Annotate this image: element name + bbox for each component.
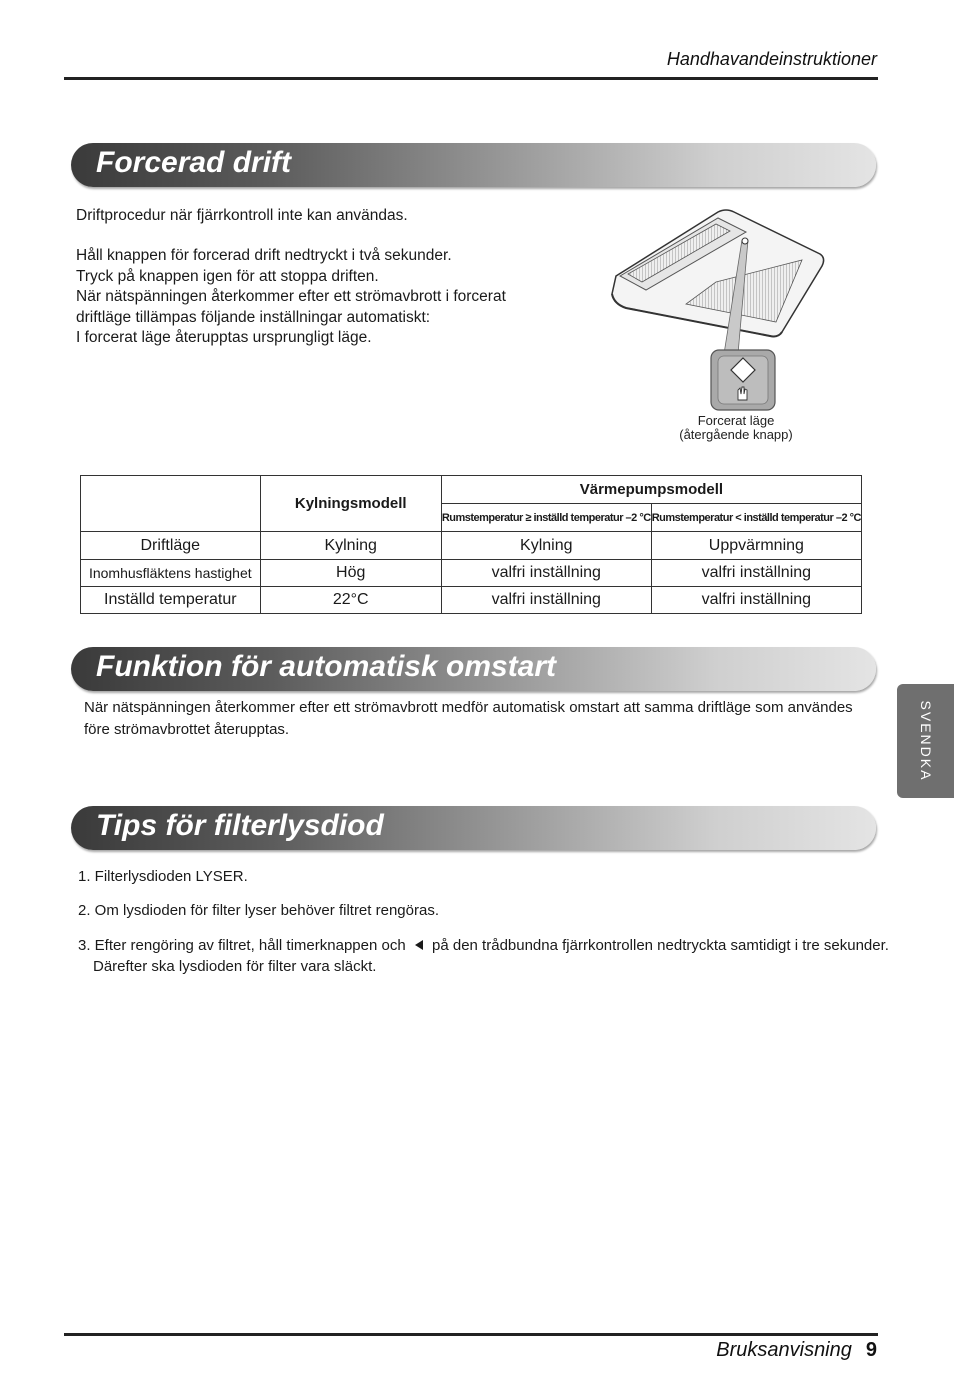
forced-intro [76, 206, 408, 227]
table-cell: valfri inställning [651, 587, 861, 614]
section-heading: Tips för filterlysdiod [96, 809, 384, 842]
language-tab-label: SVENDKA [917, 700, 934, 782]
table-header-heatpump: Värmepumpsmodell [441, 476, 861, 504]
row-label: Inställd temperatur [81, 587, 261, 614]
page-number: 9 [865, 1339, 877, 1361]
footer [716, 1339, 877, 1362]
instruction-line: Tryck på knappen igen för att stoppa driften. [76, 267, 379, 285]
table-cell: valfri inställning [651, 560, 861, 587]
step-text: 3. Efter rengöring av filtret, håll timerknappen och [78, 937, 406, 954]
table-cell: Uppvärmning [651, 532, 861, 560]
forced-settings-table [80, 475, 862, 614]
row-label: Driftläge [81, 532, 261, 560]
table-cell: valfri inställning [441, 560, 651, 587]
table-row [81, 587, 862, 614]
header-rule [64, 77, 878, 80]
step-text: 2. Om lysdioden för filter lyser behöver filtret rengöras. [78, 902, 439, 919]
footer-title: Bruksanvisning [716, 1339, 852, 1361]
table-cell: Kylning [441, 532, 651, 560]
step-text: 1. Filterlysdioden LYSER. [78, 868, 248, 885]
section-banner-filter-led [71, 806, 876, 850]
running-header: Handhavandeinstruktioner [666, 49, 877, 69]
step-text: på den trådbundna fjärrkontrollen nedtryckta samtidigt i tre sekunder. [432, 937, 889, 954]
filter-step-3 [78, 935, 889, 977]
restart-line: När nätspänningen återkommer efter ett strömavbrott medför automatisk omstart att samma driftläge som användes [84, 699, 853, 716]
left-arrow-icon [413, 939, 425, 951]
table-cell: 22°C [260, 587, 441, 614]
instruction-line: I forcerat läge återupptas ursprungligt läge. [76, 329, 372, 346]
footer-rule [64, 1333, 878, 1336]
table-subheader-lt: Rumstemperatur < inställd temperatur –2 °C [651, 504, 861, 532]
table-cell: Kylning [260, 532, 441, 560]
forced-instructions [76, 246, 506, 349]
table-subheader-ge: Rumstemperatur ≥ inställd temperatur –2 °C [441, 504, 651, 532]
instruction-line: När nätspänningen återkommer efter ett strömavbrott i forcerat [76, 288, 506, 305]
table-cell: Hög [260, 560, 441, 587]
section-heading: Forcerad drift [96, 146, 292, 179]
table-corner-cell [81, 476, 261, 532]
table-header-cooling: Kylningsmodell [260, 476, 441, 532]
table-row [81, 560, 862, 587]
filter-step-2 [78, 900, 439, 921]
filter-step-1 [78, 866, 248, 887]
section-banner-auto-restart [71, 647, 876, 691]
language-tab [897, 684, 954, 798]
table-cell: valfri inställning [441, 587, 651, 614]
caption-line: (återgående knapp) [679, 427, 793, 442]
instruction-line: Håll knappen för forcerad drift nedtryckt i två sekunder. [76, 247, 452, 264]
table-row [81, 532, 862, 560]
step-text: Därefter ska lysdioden för filter vara släckt. [93, 958, 377, 975]
section-banner-forced-operation [71, 143, 876, 187]
caption-line: Forcerat läge [697, 413, 775, 428]
row-label: Inomhusfläktens hastighet [81, 560, 261, 587]
restart-text [84, 697, 853, 741]
indoor-unit-illustration [606, 204, 826, 414]
restart-line: före strömavbrottet återupptas. [84, 721, 290, 738]
instruction-line: driftläge tillämpas följande inställningar automatiskt: [76, 308, 431, 326]
button-caption [656, 414, 816, 442]
intro-line: Driftprocedur när fjärrkontroll inte kan användas. [76, 207, 408, 224]
section-heading: Funktion för automatisk omstart [96, 650, 557, 683]
